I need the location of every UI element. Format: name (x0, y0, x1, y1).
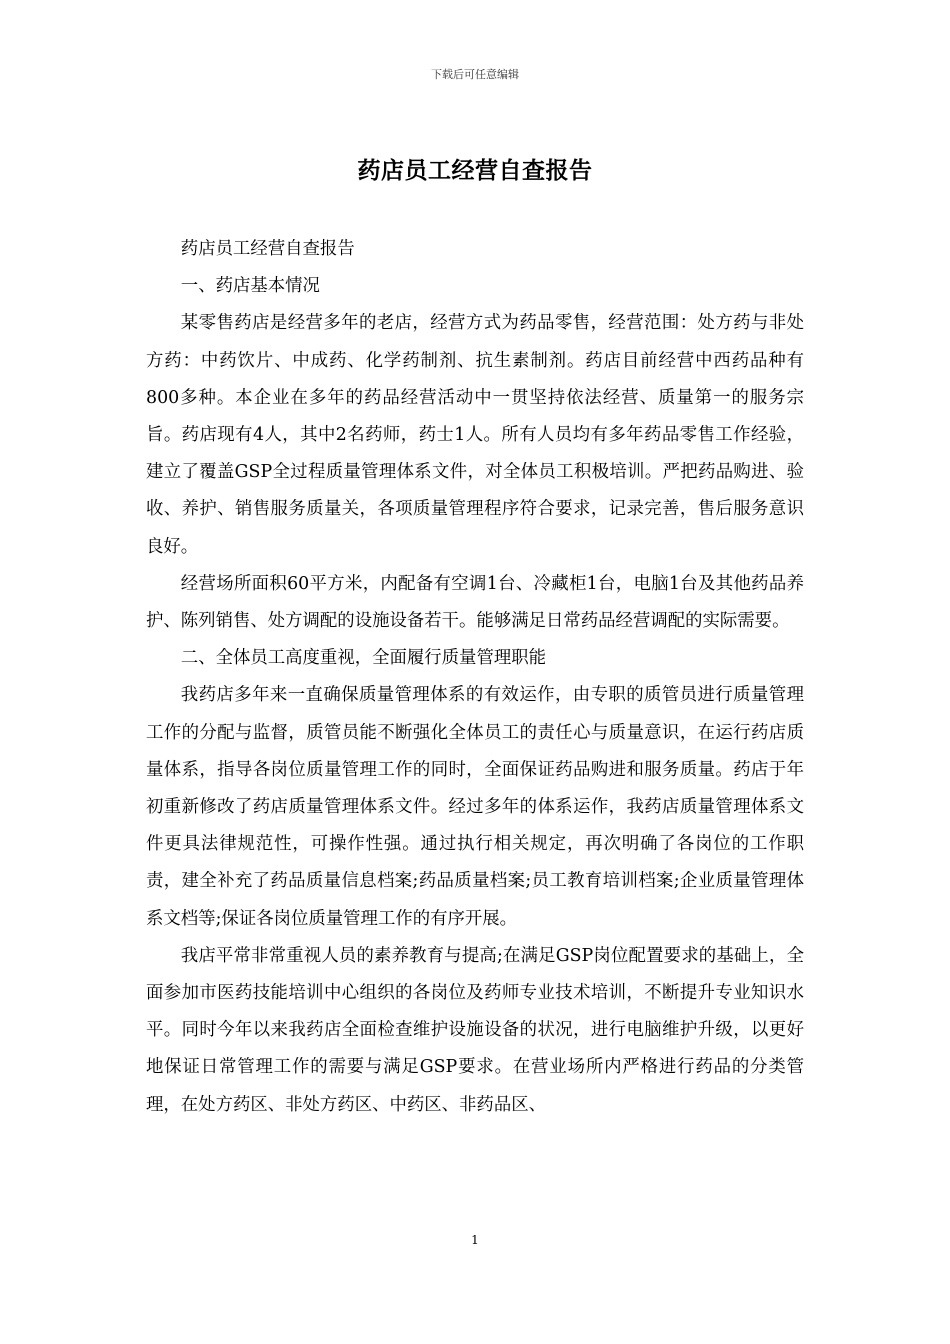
document-title: 药店员工经营自查报告 (357, 157, 593, 184)
paragraph-quality-system: 我药店多年来一直确保质量管理体系的有效运作，由专职的质管员进行质量管理工作的分配与监督，质管员能不断强化全体员工的责任心与质量意识，在运行药店质量体系，指导各岗位质量管理工作的同时，全面保证药品购进和服务质量。药店于年初重新修改了药店质量管理体系文件。经过多年的体系运作，我药店质量管理体系文件更具法律规范性，可操作性强。通过执行相关规定，再次明确了各岗位的工作职责，建全补充了药品质量信息档案;药品质量档案;员工教育培训档案;企业质量管理体系文档等;保证各岗位质量管理工作的有序开展。 (146, 685, 804, 929)
paragraph-premises: 经营场所面积60平方米，内配备有空调1台、冷藏柜1台，电脑1台及其他药品养护、陈列销售、处方调配的设施设备若干。能够满足日常药品经营调配的实际需要。 (146, 573, 804, 632)
document-body (146, 231, 804, 1124)
section-heading-quality-management: 二、全体员工高度重视，全面履行质量管理职能 (180, 648, 547, 669)
header-note: 下载后可任意编辑 (431, 68, 519, 81)
paragraph-report-heading: 药店员工经营自查报告 (180, 239, 355, 259)
section-heading-basic-info: 一、药店基本情况 (180, 276, 320, 297)
paragraph-staff-training: 我店平常非常重视人员的素养教育与提高;在满足GSP岗位配置要求的基础上，全面参加市医药技能培训中心组织的各岗位及药师专业技术培训，不断提升专业知识水平。同时今年以来我药店全面检查维护设施设备的状况，进行电脑维护升级，以更好地保证日常管理工作的需要与满足GSP要求。在营业场所内严格进行药品的分类管理，在处方药区、非处方药区、中药区、非药品区、 (146, 945, 804, 1115)
paragraph-basic-info: 某零售药店是经营多年的老店，经营方式为药品零售，经营范围：处方药与非处方药：中药饮片、中成药、化学药制剂、抗生素制剂。药店目前经营中西药品种有800多种。本企业在多年的药品经营活动中一贯坚持依法经营、质量第一的服务宗旨。药店现有4人，其中2名药师，药士1人。所有人员均有多年药品零售工作经验，建立了覆盖GSP全过程质量管理体系文件，对全体员工积极培训。严把药品购进、验收、养护、销售服务质量关，各项质量管理程序符合要求，记录完善，售后服务意识良好。 (146, 313, 804, 557)
page-number: 1 (471, 1233, 479, 1247)
